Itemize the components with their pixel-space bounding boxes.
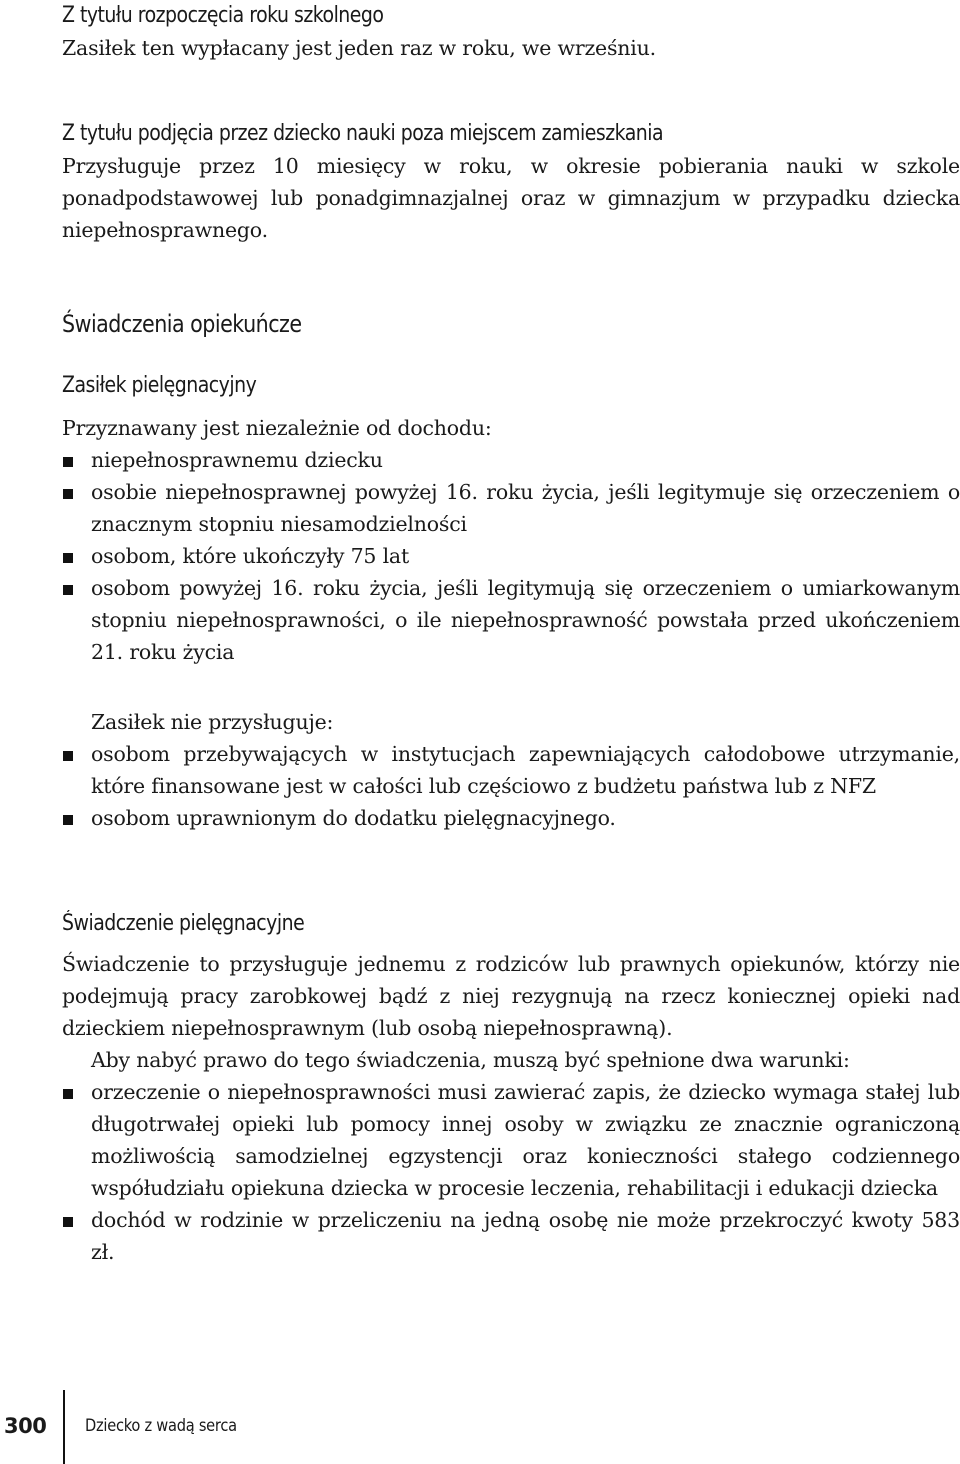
eligibility-list <box>62 444 960 668</box>
section-heading: Zasiłek pielęgnacyjny <box>62 373 257 398</box>
list-item: niepełnosprawnemu dziecku <box>62 444 960 476</box>
section-care-benefit <box>62 908 960 1268</box>
footer-divider <box>63 1390 65 1464</box>
list-item: osobom, które ukończyły 75 lat <box>62 540 960 572</box>
paragraph: Przyznawany jest niezależnie od dochodu: <box>62 416 492 440</box>
paragraph: Aby nabyć prawo do tego świadczenia, muszą być spełnione dwa warunki: <box>91 1048 850 1072</box>
bullet-square-icon <box>63 585 73 595</box>
bullet-square-icon <box>63 815 73 825</box>
section-care-allowance <box>62 370 960 834</box>
list-item: osobom powyżej 16. roku życia, jeśli legitymują się orzeczeniem o umiarkowanym stopniu niepełnosprawności, o ile niepełnosprawność powstała przed ukończeniem 21. roku życia <box>62 572 960 668</box>
bullet-square-icon <box>63 457 73 467</box>
bullet-square-icon <box>63 489 73 499</box>
page-number: 300 <box>4 1414 47 1438</box>
bullet-square-icon <box>63 1089 73 1099</box>
section-heading: Świadczenie pielęgnacyjne <box>62 911 305 936</box>
paragraph: Zasiłek ten wypłacany jest jeden raz w roku, we wrześniu. <box>62 36 656 60</box>
list-item: osobom przebywających w instytucjach zapewniających całodobowe utrzymanie, które finansowane jest w całości lub częściowo z budżetu państwa lub z NFZ <box>62 738 960 802</box>
section-school-year-start <box>62 0 960 64</box>
list-item: osobie niepełnosprawnej powyżej 16. roku życia, jeśli legitymuje się orzeczeniem o znacznym stopniu niesamodzielności <box>62 476 960 540</box>
bullet-square-icon <box>63 1217 73 1227</box>
section-care-benefits <box>62 308 960 340</box>
bullet-square-icon <box>63 553 73 563</box>
conditions-list <box>62 1076 960 1268</box>
section-heading: Świadczenia opiekuńcze <box>62 310 302 338</box>
paragraph: Świadczenie to przysługuje jednemu z rodziców lub prawnych opiekunów, którzy nie podejmują pracy zarobkowej bądź z niej rezygnują na rzecz koniecznej opieki nad dzieckiem niepełnosprawnym (lub osobą niepełnosprawną). <box>62 952 960 1040</box>
section-education-away <box>62 118 960 246</box>
paragraph: Zasiłek nie przysługuje: <box>91 710 334 734</box>
list-item: osobom uprawnionym do dodatku pielęgnacyjnego. <box>62 802 960 834</box>
bullet-square-icon <box>63 751 73 761</box>
list-item: dochód w rodzinie w przeliczeniu na jedną osobę nie może przekroczyć kwoty 583 zł. <box>62 1204 960 1268</box>
running-footer-title: Dziecko z wadą serca <box>85 1416 237 1436</box>
section-heading: Z tytułu rozpoczęcia roku szkolnego <box>62 3 384 28</box>
exclusion-list <box>62 738 960 834</box>
list-item: orzeczenie o niepełnosprawności musi zawierać zapis, że dziecko wymaga stałej lub długotrwałej opieki lub pomocy innej osoby w związku ze znacznie ograniczoną możliwością samodzielnej egzystencji oraz konieczności stałego codziennego współudziału opiekuna dziecka w procesie leczenia, rehabilitacji i edukacji dziecka <box>62 1076 960 1204</box>
section-heading: Z tytułu podjęcia przez dziecko nauki poza miejscem zamieszkania <box>62 121 664 146</box>
paragraph: Przysługuje przez 10 miesięcy w roku, w okresie pobierania nauki w szkole ponadpodstawowej lub ponadgimnazjalnej oraz w gimnazjum w przypadku dziecka niepełnosprawnego. <box>62 154 960 242</box>
